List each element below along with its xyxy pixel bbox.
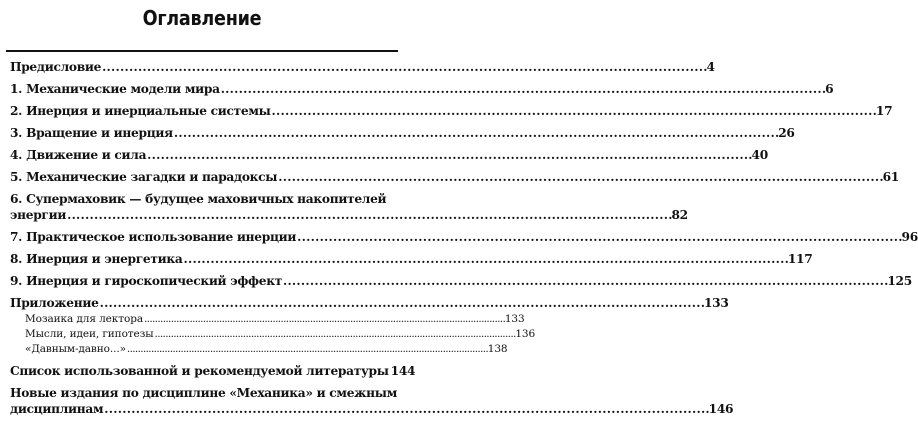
toc-leader-dots: [147, 147, 750, 163]
toc-leader-dots: [127, 342, 487, 357]
toc-leader-dots: [272, 103, 875, 119]
toc-leader-dots: [221, 81, 824, 97]
toc-entry-chapter-2[interactable]: [10, 103, 893, 119]
toc-entry-line2: [10, 401, 734, 417]
toc-entry-chapter-5[interactable]: [10, 169, 899, 185]
toc-entry-page: 6: [825, 82, 834, 96]
toc-entry-chapter-6[interactable]: [10, 191, 688, 223]
toc-entry-page: 17: [875, 104, 893, 118]
toc-entry-page: 125: [887, 274, 912, 288]
toc-leader-dots: [102, 59, 705, 75]
toc-entry-label: Список использованной и рекомендуемой литературы: [10, 364, 389, 378]
toc-leader-dots: [183, 251, 786, 267]
toc-entry-label-line1: 6. Супермаховик — будущее маховичных накопителей: [10, 192, 387, 206]
toc-entry-chapter-7[interactable]: [10, 229, 918, 245]
title-rule: [6, 50, 398, 52]
toc-entry-label: 9. Инерция и гироскопический эффект: [10, 274, 282, 288]
toc-entry-page: 144: [390, 364, 416, 378]
toc-entry-label-line1: Новые издания по дисциплине «Механика» и смежным: [10, 386, 397, 400]
toc-subentry-page: 133: [504, 313, 525, 325]
toc-leader-dots: [104, 401, 707, 417]
toc-subentry-long-ago[interactable]: [10, 342, 508, 357]
toc-entry-line2: [10, 207, 688, 223]
toc-subentry-label: «Давным-давно...»: [25, 343, 126, 355]
toc-entry-page: 4: [706, 60, 715, 74]
toc-entry-label: Приложение: [10, 296, 99, 310]
toc-entry-label: 7. Практическое использование инерции: [10, 230, 297, 244]
toc-entry-label: 3. Вращение и инерция: [10, 126, 173, 140]
toc-leader-dots: [278, 169, 881, 185]
toc-entry-preface[interactable]: [10, 59, 715, 75]
toc-entry-page: 40: [751, 148, 768, 162]
toc-entry-page: 26: [778, 126, 795, 140]
toc-entry-label: 2. Инерция и инерциальные системы: [10, 104, 271, 118]
toc-entry-page: 82: [671, 208, 688, 222]
toc-entry-chapter-9[interactable]: [10, 273, 912, 289]
table-of-contents: [10, 59, 918, 417]
toc-leader-dots: [283, 273, 886, 289]
toc-entry-literature[interactable]: [10, 363, 416, 379]
toc-entry-new-editions[interactable]: [10, 385, 734, 417]
toc-entry-chapter-1[interactable]: [10, 81, 834, 97]
toc-entry-page: 117: [787, 252, 813, 266]
toc-entry-chapter-8[interactable]: [10, 251, 813, 267]
toc-entry-page: 133: [703, 296, 729, 310]
toc-leader-dots: [155, 327, 515, 342]
toc-entry-label: 8. Инерция и энергетика: [10, 252, 183, 266]
toc-subentry-label: Мозаика для лектора: [25, 313, 143, 325]
toc-entry-label: 5. Механические загадки и парадоксы: [10, 170, 278, 184]
toc-entry-label: 1. Механические модели мира: [10, 82, 220, 96]
toc-subentry-thoughts[interactable]: [10, 327, 536, 342]
toc-subentry-label: Мысли, идеи, гипотезы: [25, 328, 154, 340]
toc-entry-page: 61: [882, 170, 899, 184]
toc-entry-label: Предисловие: [10, 60, 102, 74]
toc-entry-appendix[interactable]: [10, 295, 729, 311]
toc-entry-chapter-4[interactable]: [10, 147, 768, 163]
toc-entry-label: 4. Движение и сила: [10, 148, 147, 162]
toc-leader-dots: [297, 229, 900, 245]
toc-entry-label-line2: энергии: [10, 208, 67, 222]
toc-subentry-page: 138: [487, 343, 508, 355]
toc-entry-page: 96: [901, 230, 918, 244]
page-title: Оглавление: [142, 6, 262, 30]
toc-entry-page: 146: [708, 402, 734, 416]
toc-subentry-page: 136: [515, 328, 536, 340]
toc-entry-chapter-3[interactable]: [10, 125, 795, 141]
toc-entry-label-line2: дисциплинам: [10, 402, 104, 416]
toc-subentry-mosaic[interactable]: [10, 312, 525, 327]
toc-leader-dots: [144, 312, 504, 327]
toc-leader-dots: [174, 125, 777, 141]
toc-leader-dots: [67, 207, 670, 223]
toc-leader-dots: [100, 295, 703, 311]
